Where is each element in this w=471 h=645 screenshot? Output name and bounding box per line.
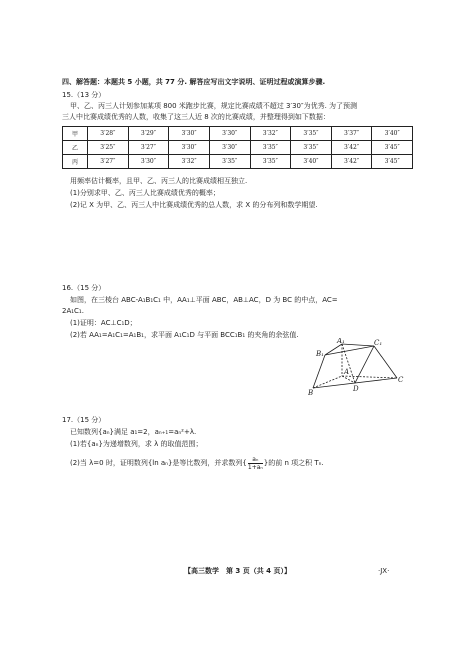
- q17-part1: (1)若{aₙ}为递增数列，求 λ 的取值范围；: [70, 440, 203, 448]
- time-cell: 3′35″: [291, 127, 332, 141]
- q15-intro-line-2: 三人中比赛成绩优秀的人数，收集了这三人近 8 次的比赛成绩，并整理得到如下数据：: [62, 113, 330, 121]
- q15-part1: (1)分别求甲、乙、丙三人比赛成绩优秀的概率；: [70, 189, 220, 197]
- time-cell: 3′30″: [169, 141, 210, 155]
- time-cell: 3′45″: [372, 141, 413, 155]
- q16-stem-line-2: 2A₁C₁.: [62, 307, 84, 315]
- runner-name-cell: 乙: [63, 141, 88, 155]
- page-footer: 【高三数学 第 3 页（共 4 页）】: [184, 567, 291, 575]
- time-cell: 3′32″: [169, 155, 210, 169]
- runner-name-cell: 甲: [63, 127, 88, 141]
- q17-part2-post: }的前 n 项之积 Tₙ.: [263, 459, 324, 467]
- q16-stem-line-1: 如图，在三棱台 ABC-A₁B₁C₁ 中，AA₁⊥平面 ABC，AB⊥AC，D 为 BC 的中点，AC=: [70, 296, 338, 304]
- q17-frac-denominator: 1+aₙ: [247, 463, 263, 471]
- q17-fraction: [248, 456, 263, 471]
- label-C: C: [398, 376, 404, 384]
- time-cell: 3′35″: [209, 155, 250, 169]
- time-cell: 3′30″: [128, 155, 169, 169]
- table-row: [63, 141, 413, 155]
- edge-AC: [342, 376, 397, 378]
- time-cell: 3′32″: [250, 127, 291, 141]
- time-cell: 3′30″: [169, 127, 210, 141]
- q16-part1: (1)证明：AC⊥C₁D；: [70, 319, 137, 327]
- q17-part2-pre: (2)当 λ=0 时，证明数列{ln aₙ}是等比数列，并求数列{: [70, 459, 247, 467]
- segment-AD: [342, 376, 355, 383]
- time-cell: 3′30″: [209, 127, 250, 141]
- runner-name-cell: 丙: [63, 155, 88, 169]
- time-cell: 3′25″: [88, 141, 129, 155]
- time-cell: 3′42″: [331, 155, 372, 169]
- q17-stem: 已知数列{aₙ}满足 a₁=2，aₙ₊₁=aₙ²+λ.: [70, 428, 197, 436]
- q17-label: 17.（15 分）: [62, 416, 106, 424]
- edge-C1C: [374, 346, 397, 378]
- time-cell: 3′40″: [291, 155, 332, 169]
- label-A1: A₁: [337, 338, 345, 345]
- time-cell: 3′35″: [291, 141, 332, 155]
- time-cell: 3′28″: [88, 127, 129, 141]
- q15-part2: (2)记 X 为甲、乙、丙三人中比赛成绩优秀的总人数，求 X 的分布列和数学期望.: [70, 201, 318, 209]
- label-B: B: [308, 389, 314, 397]
- section-heading: 四、解答题：本题共 5 小题，共 77 分. 解答应写出文字说明、证明过程或演算步骤.: [62, 78, 326, 86]
- label-D: D: [353, 385, 359, 393]
- time-cell: 3′27″: [88, 155, 129, 169]
- time-cell: 3′27″: [128, 141, 169, 155]
- edge-A1C1: [342, 344, 374, 346]
- time-cell: 3′35″: [250, 141, 291, 155]
- q15-score-table: [62, 126, 413, 169]
- q15-note: 用频率估计概率，且甲、乙、丙三人的比赛成绩相互独立.: [70, 177, 248, 185]
- footer-code: ·JX·: [378, 567, 390, 575]
- time-cell: 3′42″: [331, 141, 372, 155]
- q16-label: 16.（15 分）: [62, 284, 106, 292]
- table-row: [63, 155, 413, 169]
- label-A: A: [344, 368, 350, 376]
- edge-B1B: [313, 355, 325, 388]
- time-cell: 3′45″: [372, 155, 413, 169]
- time-cell: 3′35″: [250, 155, 291, 169]
- time-cell: 3′30″: [209, 141, 250, 155]
- q15-intro-line-1: 甲、乙、丙三人计划参加某项 800 米跑步比赛，规定比赛成绩不超过 3′30″为优秀. 为了预测: [70, 102, 358, 110]
- q16-part2: (2)若 AA₁=A₁C₁=A₁B₁，求平面 A₁C₁D 与平面 BCC₁B₁ 的夹角的余弦值.: [70, 331, 299, 339]
- q17-part2: [70, 455, 324, 471]
- time-cell: 3′29″: [128, 127, 169, 141]
- label-B1: B₁: [316, 350, 324, 358]
- label-C1: C₁: [374, 339, 383, 347]
- time-cell: 3′37″: [331, 127, 372, 141]
- frustum-figure: [308, 338, 408, 400]
- table-row: [63, 127, 413, 141]
- q17-frac-numerator: aₙ: [248, 456, 263, 464]
- time-cell: 3′40″: [372, 127, 413, 141]
- q15-label: 15.（13 分）: [62, 91, 106, 99]
